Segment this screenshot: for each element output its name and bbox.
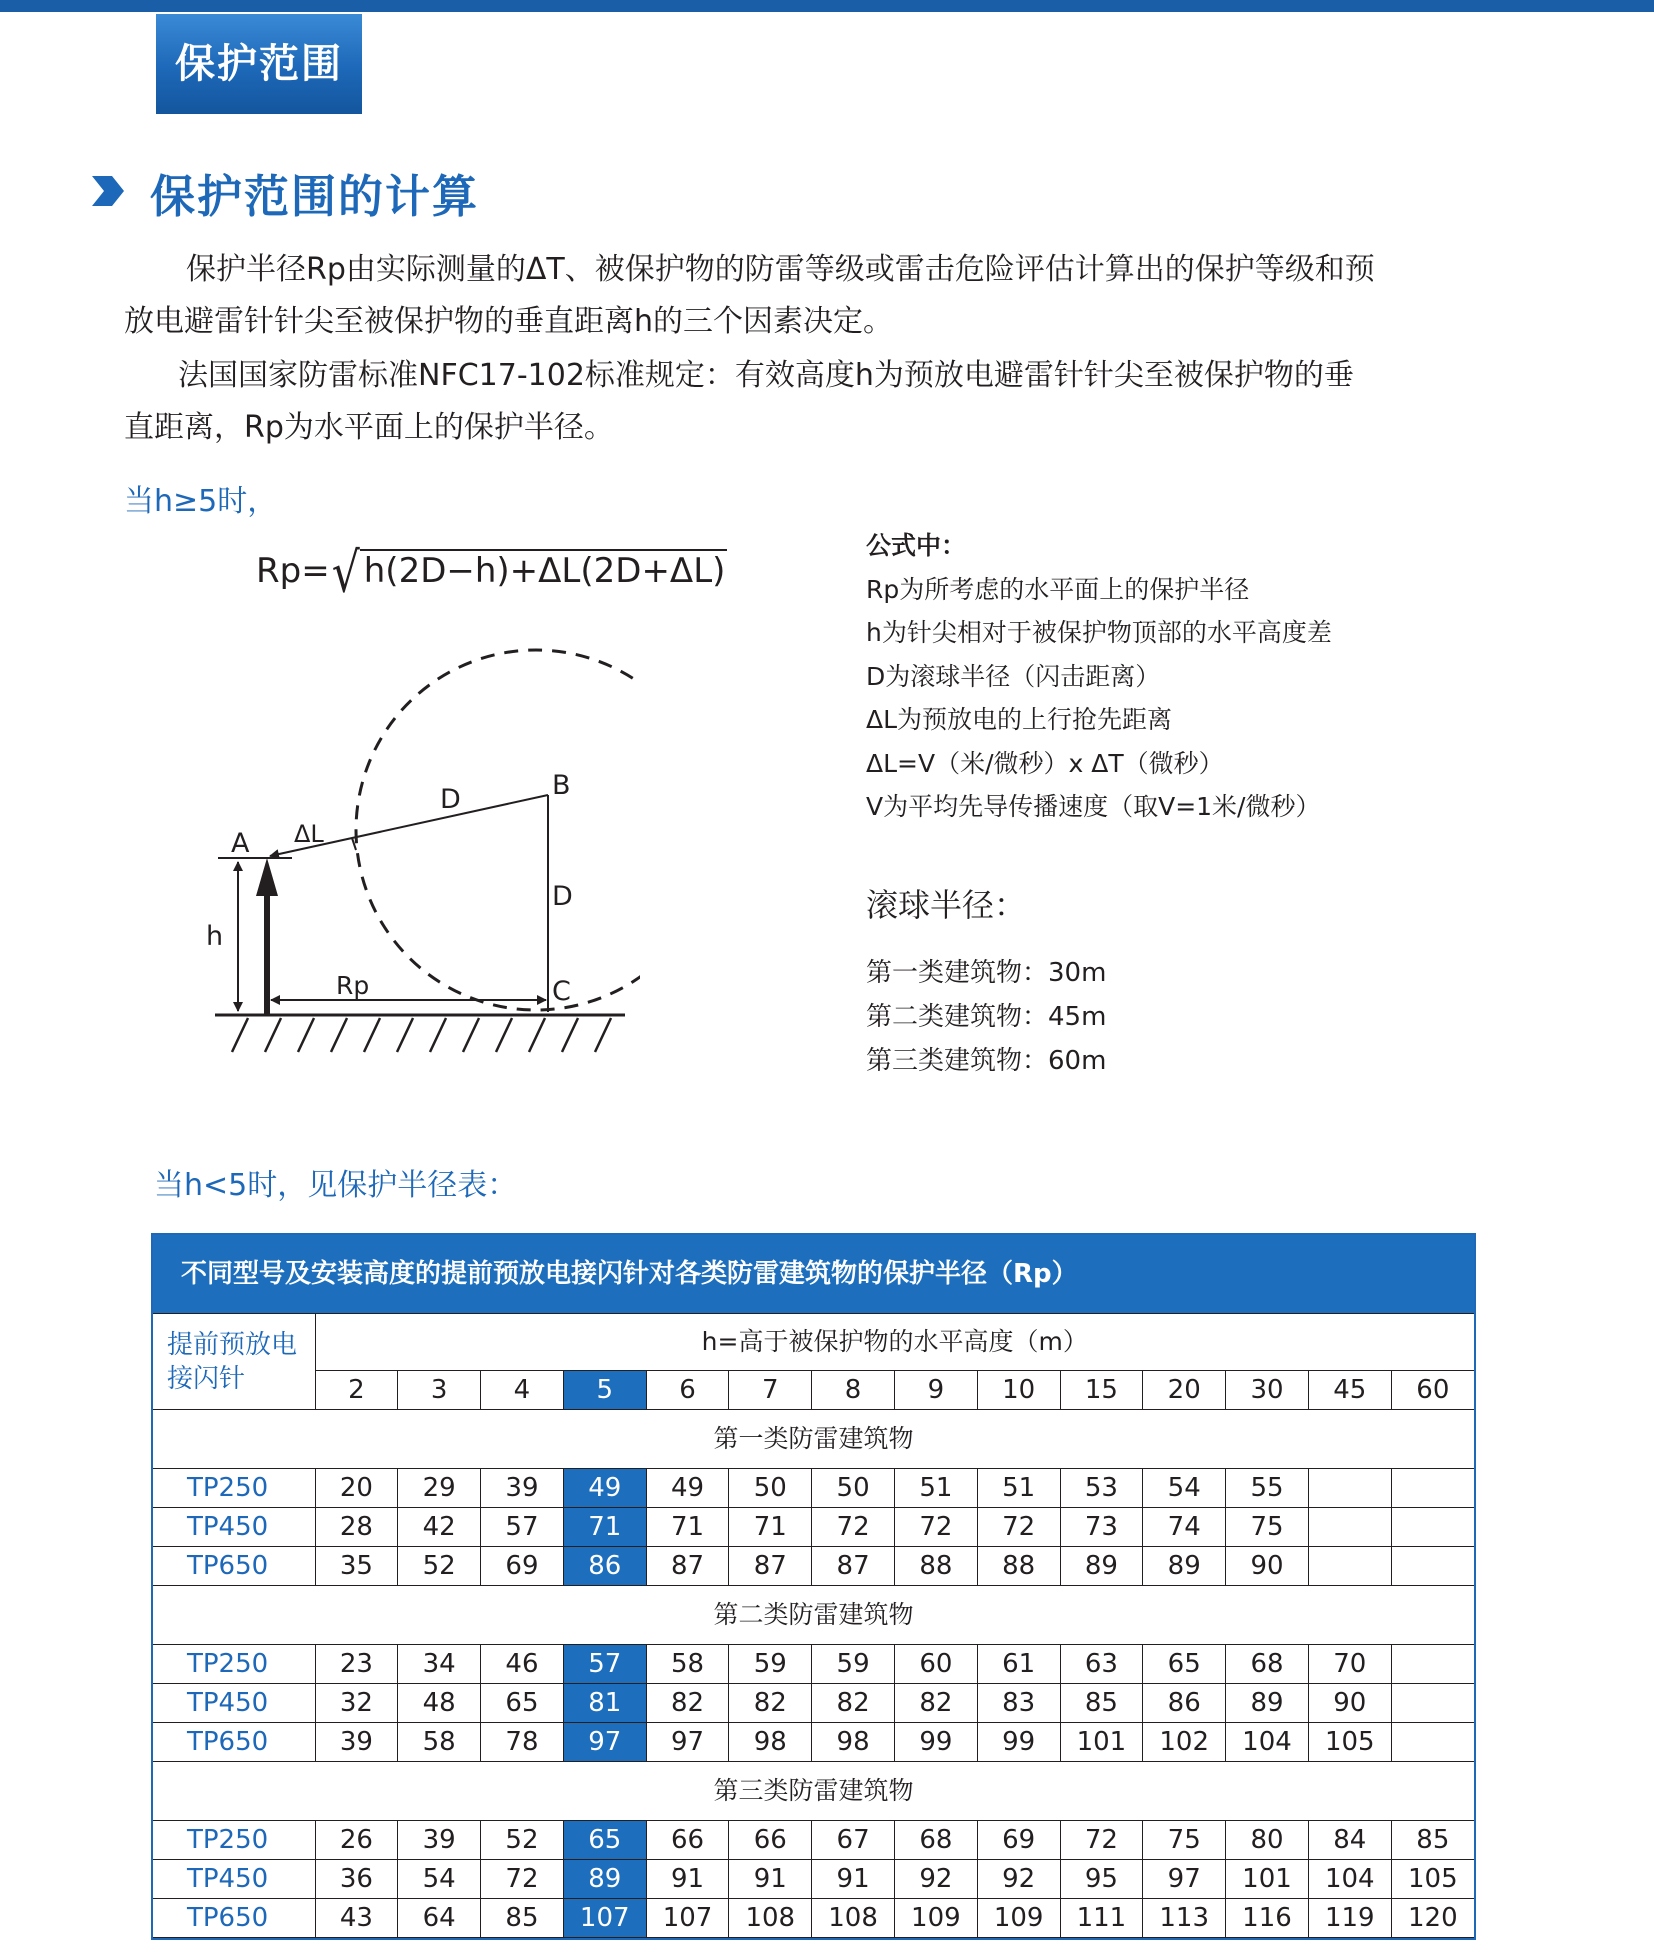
- value-cell: 43: [315, 1899, 398, 1938]
- height-cell: 2: [315, 1371, 398, 1410]
- value-cell: 83: [977, 1684, 1060, 1723]
- value-cell: 20: [315, 1469, 398, 1508]
- value-cell: 66: [646, 1821, 729, 1860]
- value-cell: 105: [1391, 1860, 1474, 1899]
- rolling-ball-title: 滚球半径：: [866, 886, 1027, 924]
- note-line: Rp为所考虑的水平面上的保护半径: [866, 574, 1250, 604]
- value-cell: 101: [1060, 1723, 1143, 1762]
- height-cell: 10: [977, 1371, 1060, 1410]
- label-c: C: [552, 976, 571, 1007]
- value-cell: 58: [646, 1645, 729, 1684]
- table-row: [153, 1547, 1474, 1586]
- value-cell: 113: [1143, 1899, 1226, 1938]
- value-cell: 67: [812, 1821, 895, 1860]
- model-cell: TP650: [153, 1723, 315, 1762]
- value-cell: 82: [729, 1684, 812, 1723]
- value-cell: 90: [1226, 1547, 1309, 1586]
- value-cell: 99: [894, 1723, 977, 1762]
- value-cell: 46: [481, 1645, 564, 1684]
- value-cell: 23: [315, 1645, 398, 1684]
- height-cell: 15: [1060, 1371, 1143, 1410]
- chevron-right-icon: [92, 176, 124, 206]
- table-row: [153, 1899, 1474, 1938]
- value-cell: 92: [977, 1860, 1060, 1899]
- top-bar: [0, 0, 1654, 12]
- value-cell: 26: [315, 1821, 398, 1860]
- value-cell: 97: [1143, 1860, 1226, 1899]
- category-label: 第二类防雷建筑物: [153, 1586, 1474, 1645]
- table-title: 不同型号及安装高度的提前预放电接闪针对各类防雷建筑物的保护半径（Rp）: [153, 1235, 1474, 1313]
- sqrt-icon: √: [331, 541, 360, 606]
- value-cell: 86: [1143, 1684, 1226, 1723]
- model-cell: TP250: [153, 1469, 315, 1508]
- value-cell: 50: [812, 1469, 895, 1508]
- value-cell: [1308, 1508, 1391, 1547]
- label-d1: D: [440, 784, 461, 815]
- label-dl: ΔL: [294, 820, 324, 848]
- label-d2: D: [552, 881, 573, 912]
- value-cell: 97: [563, 1723, 646, 1762]
- value-cell: 39: [315, 1723, 398, 1762]
- value-cell: 105: [1308, 1723, 1391, 1762]
- paragraph-2-line-1: 法国国家防雷标准NFC17-102标准规定：有效高度h为预放电避雷针针尖至被保护物的垂: [178, 358, 1354, 393]
- value-cell: 39: [481, 1469, 564, 1508]
- value-cell: 97: [646, 1723, 729, 1762]
- section-tab: 保护范围: [156, 14, 362, 114]
- model-cell: TP250: [153, 1645, 315, 1684]
- value-cell: 104: [1308, 1860, 1391, 1899]
- value-cell: 53: [1060, 1469, 1143, 1508]
- value-cell: 72: [1060, 1821, 1143, 1860]
- paragraph-2: [124, 350, 1484, 454]
- value-cell: 92: [894, 1860, 977, 1899]
- protection-radius-table: [151, 1233, 1476, 1940]
- value-cell: 107: [646, 1899, 729, 1938]
- table-row: [153, 1469, 1474, 1508]
- value-cell: 60: [894, 1645, 977, 1684]
- value-cell: 51: [894, 1469, 977, 1508]
- value-cell: 99: [977, 1723, 1060, 1762]
- value-cell: 91: [812, 1860, 895, 1899]
- value-cell: 120: [1391, 1899, 1474, 1938]
- note-line: V为平均先导传播速度（取V=1米/微秒）: [866, 792, 1321, 821]
- heights-row: [153, 1371, 1474, 1410]
- value-cell: 85: [481, 1899, 564, 1938]
- label-h: h: [206, 921, 224, 952]
- value-cell: 101: [1226, 1860, 1309, 1899]
- value-cell: 64: [398, 1899, 481, 1938]
- value-cell: 36: [315, 1860, 398, 1899]
- value-cell: 59: [729, 1645, 812, 1684]
- value-cell: 54: [1143, 1469, 1226, 1508]
- value-cell: 29: [398, 1469, 481, 1508]
- value-cell: 57: [481, 1508, 564, 1547]
- paragraph-2-line-2: 直距离，Rp为水平面上的保护半径。: [124, 410, 614, 445]
- height-header: h=高于被保护物的水平高度（m）: [315, 1314, 1474, 1371]
- notes-heading: 公式中：: [866, 531, 967, 560]
- value-cell: [1308, 1547, 1391, 1586]
- value-cell: 49: [646, 1469, 729, 1508]
- rolling-ball-item: 第三类建筑物：60m: [866, 1046, 1107, 1076]
- height-cell: 8: [812, 1371, 895, 1410]
- section-title: 保护范围的计算: [150, 170, 480, 223]
- value-cell: [1391, 1508, 1474, 1547]
- value-cell: 91: [646, 1860, 729, 1899]
- height-cell: 45: [1308, 1371, 1391, 1410]
- value-cell: 68: [1226, 1645, 1309, 1684]
- value-cell: 90: [1308, 1684, 1391, 1723]
- table-row: [153, 1860, 1474, 1899]
- value-cell: [1308, 1469, 1391, 1508]
- paragraph-1-line-2: 放电避雷针针尖至被保护物的垂直距离h的三个因素决定。: [124, 304, 894, 339]
- value-cell: 109: [977, 1899, 1060, 1938]
- value-cell: 65: [1143, 1645, 1226, 1684]
- value-cell: 52: [481, 1821, 564, 1860]
- formula-notes: [866, 524, 1332, 829]
- value-cell: 71: [729, 1508, 812, 1547]
- value-cell: 54: [398, 1860, 481, 1899]
- table-grid: [153, 1313, 1474, 1938]
- value-cell: 104: [1226, 1723, 1309, 1762]
- value-cell: 88: [977, 1547, 1060, 1586]
- value-cell: 51: [977, 1469, 1060, 1508]
- value-cell: 68: [894, 1821, 977, 1860]
- value-cell: 95: [1060, 1860, 1143, 1899]
- condition-lt5-label: 当h<5时，见保护半径表：: [154, 1168, 518, 1203]
- formula: [256, 541, 727, 606]
- model-cell: TP450: [153, 1508, 315, 1547]
- table-row: [153, 1645, 1474, 1684]
- rolling-ball-item: 第二类建筑物：45m: [866, 1002, 1107, 1032]
- ground-hatch: [232, 1018, 611, 1052]
- value-cell: 85: [1391, 1821, 1474, 1860]
- table-row: [153, 1821, 1474, 1860]
- rod-tip: [256, 858, 278, 896]
- model-cell: TP650: [153, 1899, 315, 1938]
- value-cell: 111: [1060, 1899, 1143, 1938]
- label-b: B: [552, 770, 571, 801]
- height-cell: 7: [729, 1371, 812, 1410]
- value-cell: 70: [1308, 1645, 1391, 1684]
- rolling-ball-circle: [356, 650, 640, 1010]
- value-cell: [1391, 1469, 1474, 1508]
- condition-ge5-label: 当h≥5时，: [124, 484, 278, 519]
- value-cell: 87: [646, 1547, 729, 1586]
- table-row: [153, 1508, 1474, 1547]
- value-cell: 49: [563, 1469, 646, 1508]
- height-cell: 3: [398, 1371, 481, 1410]
- value-cell: 81: [563, 1684, 646, 1723]
- value-cell: 91: [729, 1860, 812, 1899]
- value-cell: 102: [1143, 1723, 1226, 1762]
- value-cell: 50: [729, 1469, 812, 1508]
- label-a: A: [231, 828, 250, 859]
- protection-diagram: [200, 630, 640, 1060]
- value-cell: 119: [1308, 1899, 1391, 1938]
- value-cell: 28: [315, 1508, 398, 1547]
- height-cell: 4: [481, 1371, 564, 1410]
- value-cell: 98: [812, 1723, 895, 1762]
- value-cell: 34: [398, 1645, 481, 1684]
- height-cell: 20: [1143, 1371, 1226, 1410]
- value-cell: 42: [398, 1508, 481, 1547]
- value-cell: 48: [398, 1684, 481, 1723]
- value-cell: 72: [894, 1508, 977, 1547]
- note-line: ΔL=V（米/微秒）x ΔT（微秒）: [866, 748, 1224, 778]
- value-cell: 87: [812, 1547, 895, 1586]
- rolling-ball-item: 第一类建筑物：30m: [866, 958, 1107, 988]
- value-cell: 69: [977, 1821, 1060, 1860]
- value-cell: 107: [563, 1899, 646, 1938]
- value-cell: 52: [398, 1547, 481, 1586]
- value-cell: 65: [481, 1684, 564, 1723]
- value-cell: 59: [812, 1645, 895, 1684]
- value-cell: 89: [1226, 1684, 1309, 1723]
- category-row: [153, 1762, 1474, 1821]
- value-cell: [1391, 1723, 1474, 1762]
- model-cell: TP450: [153, 1684, 315, 1723]
- value-cell: 55: [1226, 1469, 1309, 1508]
- formula-lhs: Rp=: [256, 551, 330, 591]
- value-cell: [1391, 1684, 1474, 1723]
- value-cell: 66: [729, 1821, 812, 1860]
- paragraph-1-line-1: 保护半径Rp由实际测量的ΔT、被保护物的防雷等级或雷击危险评估计算出的保护等级和预: [186, 252, 1375, 287]
- height-cell: 30: [1226, 1371, 1309, 1410]
- value-cell: [1391, 1645, 1474, 1684]
- value-cell: 89: [1143, 1547, 1226, 1586]
- value-cell: 85: [1060, 1684, 1143, 1723]
- note-line: D为滚球半径（闪击距离）: [866, 661, 1161, 691]
- value-cell: [1391, 1547, 1474, 1586]
- value-cell: 109: [894, 1899, 977, 1938]
- value-cell: 58: [398, 1723, 481, 1762]
- value-cell: 82: [812, 1684, 895, 1723]
- value-cell: 39: [398, 1821, 481, 1860]
- value-cell: 65: [563, 1821, 646, 1860]
- table-row: [153, 1723, 1474, 1762]
- value-cell: 74: [1143, 1508, 1226, 1547]
- value-cell: 87: [729, 1547, 812, 1586]
- label-rp: Rp: [336, 971, 370, 1000]
- value-cell: 57: [563, 1645, 646, 1684]
- height-cell: 5: [563, 1371, 646, 1410]
- model-cell: TP250: [153, 1821, 315, 1860]
- category-label: 第三类防雷建筑物: [153, 1762, 1474, 1821]
- value-cell: 75: [1143, 1821, 1226, 1860]
- value-cell: 84: [1308, 1821, 1391, 1860]
- row-header: 提前预放电接闪针: [153, 1314, 315, 1410]
- value-cell: 35: [315, 1547, 398, 1586]
- value-cell: 72: [977, 1508, 1060, 1547]
- height-cell: 6: [646, 1371, 729, 1410]
- value-cell: 82: [894, 1684, 977, 1723]
- paragraph-1: [124, 244, 1484, 348]
- height-cell: 60: [1391, 1371, 1474, 1410]
- value-cell: 78: [481, 1723, 564, 1762]
- value-cell: 88: [894, 1547, 977, 1586]
- note-line: ΔL为预放电的上行抢先距离: [866, 705, 1173, 734]
- model-cell: TP450: [153, 1860, 315, 1899]
- value-cell: 108: [729, 1899, 812, 1938]
- value-cell: 71: [563, 1508, 646, 1547]
- value-cell: 61: [977, 1645, 1060, 1684]
- value-cell: 89: [1060, 1547, 1143, 1586]
- value-cell: 116: [1226, 1899, 1309, 1938]
- table-header-row: [153, 1314, 1474, 1371]
- value-cell: 86: [563, 1547, 646, 1586]
- value-cell: 108: [812, 1899, 895, 1938]
- value-cell: 72: [481, 1860, 564, 1899]
- formula-radicand: h(2D−h)+ΔL(2D+ΔL): [360, 549, 728, 591]
- value-cell: 82: [646, 1684, 729, 1723]
- category-row: [153, 1586, 1474, 1645]
- category-label: 第一类防雷建筑物: [153, 1410, 1474, 1469]
- value-cell: 72: [812, 1508, 895, 1547]
- value-cell: 69: [481, 1547, 564, 1586]
- value-cell: 98: [729, 1723, 812, 1762]
- value-cell: 73: [1060, 1508, 1143, 1547]
- table-row: [153, 1684, 1474, 1723]
- value-cell: 89: [563, 1860, 646, 1899]
- value-cell: 71: [646, 1508, 729, 1547]
- model-cell: TP650: [153, 1547, 315, 1586]
- value-cell: 80: [1226, 1821, 1309, 1860]
- value-cell: 75: [1226, 1508, 1309, 1547]
- note-line: h为针尖相对于被保护物顶部的水平高度差: [866, 618, 1332, 647]
- category-row: [153, 1410, 1474, 1469]
- value-cell: 32: [315, 1684, 398, 1723]
- height-cell: 9: [894, 1371, 977, 1410]
- value-cell: 63: [1060, 1645, 1143, 1684]
